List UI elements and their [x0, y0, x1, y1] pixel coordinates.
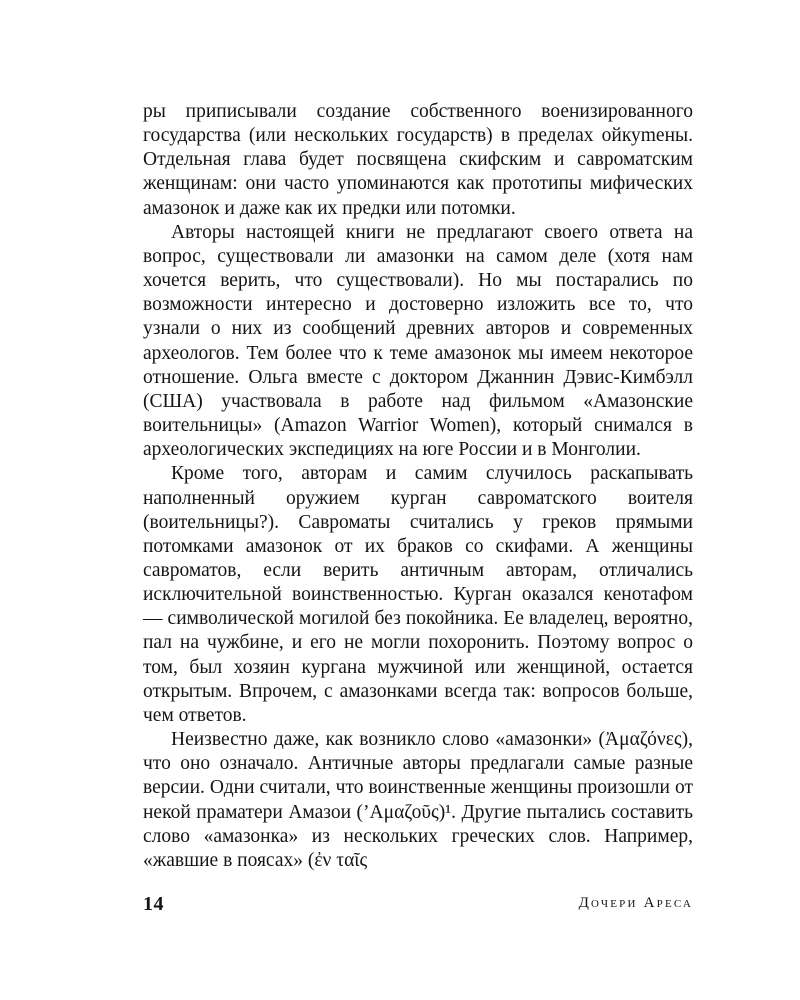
body-text	[143, 100, 693, 873]
page-footer	[143, 893, 693, 921]
paragraph-1: ры приписывали создание собственного военизированного государства (или нескольких государств) в пределах ойкуmены. Отдельная глава будет посвящена скифским и савроматским женщинам: они часто упоминаются как прототипы мифических амазонок и даже как их предки или потомки.	[143, 101, 693, 219]
paragraph-4: Неизвестно даже, как возникло слово «амазонки» (Ἀμαζόνες), что оно означало. Античные авторы предлагали самые разные версии. Одни считали, что воинственные женщины произошли от некой праматери Амазои (’Αμαζοῦς)¹. Другие пытались составить слово «амазонка» из нескольких греческих слов. Например, «жавшие в поясах» (ἐν ταῖς	[143, 729, 693, 871]
running-title: Дочери Ареса	[578, 895, 693, 911]
paragraph-3: Кроме того, авторам и самим случилось раскапывать наполненный оружием курган савроматского воителя (воительницы?). Савроматы считались у греков прямыми потомками амазонок от их браков со скифами. А женщины савроматов, если верить античным авторам, отличались исключительной воинственностью. Курган оказался кенотафом — символической могилой без покойника. Ее владелец, вероятно, пал на чужбине, и его не могли похоронить. Поэтому вопрос о том, был хозяин кургана мужчиной или женщиной, остается открытым. Впрочем, с амазонками всегда так: вопросов больше, чем ответов.	[143, 463, 693, 726]
page-number: 14	[143, 893, 164, 915]
paragraph-2: Авторы настоящей книги не предлагают своего ответа на вопрос, существовали ли амазонки на самом деле (хотя нам хочется верить, что существовали). Но мы постарались по возможности интересно и достоверно изложить все то, что узнали о них из сообщений древних авторов и современных археологов. Тем более что к теме амазонок мы имеем некоторое отношение. Ольга вместе с доктором Джаннин Дэвис-Кимбэлл (США) участвовала в работе над фильмом «Амазонские воительницы» (Amazon Warrior Women), который снимался в археологических экспедициях на юге России и в Монголии.	[143, 221, 693, 461]
